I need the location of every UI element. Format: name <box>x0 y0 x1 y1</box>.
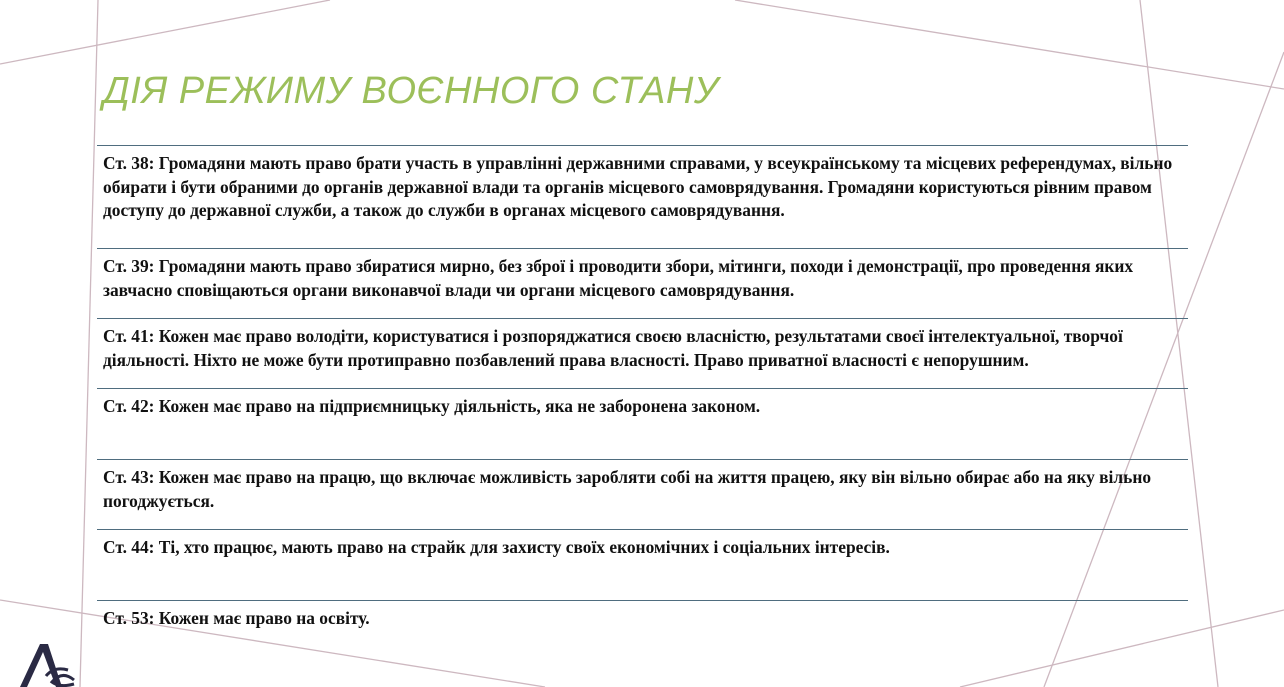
article-42: Ст. 42: Кожен має право на підприємницьку діяльність, яка не заборонена законом. <box>97 388 1188 419</box>
article-38: Ст. 38: Громадяни мають право брати участь в управлінні державними справами, у всеукраїнському та місцевих референдумах, вільно обирати і бути обраними до органів державної влади та органів місцевого самоврядування. Громадяни користуються рівним правом доступу до державної служби, а також до служби в органах місцевого самоврядування. <box>97 145 1188 223</box>
article-44: Ст. 44: Ті, хто працює, мають право на страйк для захисту своїх економічних і соціальних інтересів. <box>97 529 1188 560</box>
slide-title: ДІЯ РЕЖИМУ ВОЄННОГО СТАНУ <box>103 70 719 112</box>
article-43: Ст. 43: Кожен має право на працю, що включає можливість заробляти собі на життя працею, яку він вільно обирає або на яку вільно погоджується. <box>97 459 1188 513</box>
article-39: Ст. 39: Громадяни мають право збиратися мирно, без зброї і проводити збори, мітинги, походи і демонстрації, про проведення яких завчасно сповіщаються органи виконавчої влади чи органи місцевого самоврядування. <box>97 248 1188 302</box>
article-41: Ст. 41: Кожен має право володіти, користуватися і розпоряджатися своєю власністю, результатами своєї інтелектуальної, творчої діяльності. Ніхто не може бути протиправно позбавлений права власності. Право приватної власності є непорушним. <box>97 318 1188 372</box>
logo-icon <box>16 640 96 687</box>
article-53: Ст. 53: Кожен має право на освіту. <box>97 600 1188 631</box>
